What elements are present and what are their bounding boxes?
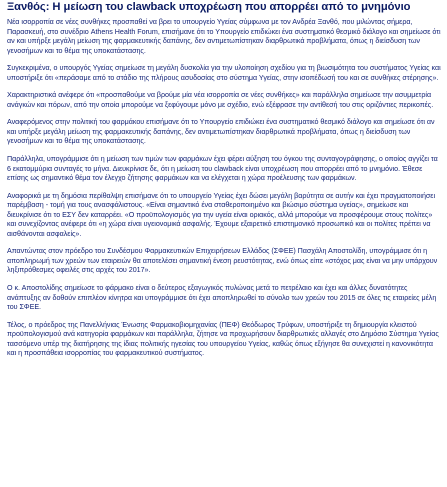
article-paragraph-8: Ο κ. Αποστολίδης σημείωσε το φάρμακο είναι ο δεύτερος εξαγωγικός πυλώνας μετά το πετρέλαιο και έχει και άλλες δυνατότητες ανάπτυξης αν δοθούν επιπλέον κίνητρα και υπογράμμισε ότι έχει αποπληρωθεί το σύνολο των χρεών του 2015 σε όλες τις εταιρείες μέλη του ΣΦΕΕ. xyxy=(7,284,437,312)
article-paragraph-9: Τέλος, ο πρόεδρος της Πανελλήνιας Ένωσης Φαρμακοβιομηχανίας (ΠΕΦ) Θεόδωρος Τρύφων, υποστήριξε τη δημιουργία κλειστού προϋπολογισμού ανά κατηγορία φαρμάκων και παράλληλα, ζήτησε να προχωρήσουν διαρθρωτικές αλλαγές στο Δημόσιο Σύστημα Υγείας τασσόμενο υπέρ της διατήρησης της ίδιας πολιτικής ηγεσίας του υπουργείου Υγείας, καθώς όπως εξήγησε θα συνεχιστεί η κανονικότητα και η προσπάθεια ισορροπίας του φαρμακευτικού συστήματος. xyxy=(7,320,439,358)
article-paragraph-3: Χαρακτηριστικά ανέφερε ότι «προσπαθούμε να βρούμε μία νέα ισορροπία σε νέες συνθήκες» και παράλληλα σημείωσε την ασυμμετρία ανάγκών και πόρων, από την οποία μπορούμε να ξεφύγουμε μόνο με σχέδιο, ενώ εξέφρασε την αντίθεσή του στις οριζόντιες περικοπές. xyxy=(7,91,434,109)
article-paragraph-1: Νέα ισορροπία σε νέες συνθήκες προσπαθεί να βρει το υπουργείο Υγείας σύμφωνα με τον Ανδρέα Ξανθό, που μιλώντας σήμερα, Παρασκευή, στο συνέδριο Athens Health Forum, επισήμανε ότι το Υπουργείο επιδιώκει ένα συστηματικό θεσμικό διάλογο και σημείωσε ότι αν και υπήρξε μεγάλη μείωση της φαρμακευτικής δαπάνης, δεν αντιμετωπίστηκαν διαρθρωτικά προβλήματα, όπως η διείσδυση των γενοσήμων και το θέμα της υποκατάστασης. xyxy=(7,18,441,55)
article-paragraph-5: Παράλληλα, υπογράμμισε ότι η μείωση των τιμών των φαρμάκων έχει φέρει αύξηση του όγκου της συνταγογράφησης, ο οποίος αγγίζει τα 6 εκατομμύρια συνταγές το μήνα. Διευκρίνισε δε, ότι η μείωση του clawback είναι υποχρέωση που απορρέει από το μνημόνιο. Έθεσε επίσης ως σημαντικό θέμα τον έλεγχο ζήτησης φαρμάκων και να ελέγχεται η χώρα προέλευσης των φαρμάκων. xyxy=(7,155,438,183)
article-paragraph-6: Αναφορικά με τη δημόσια περίθαλψη επισήμανε ότι το υπουργείο Υγείας έχει δώσει μεγάλη βαρύτητα σε αυτήν και έχει πραγματοποιήσει παρέμβαση - τομή για τους ανασφάλιστους. «Είναι σημαντικό ένα σταθεροποιημένο και βιώσιμο σύστημα υγείας», σημείωσε και διευκρίνισε ότι το ΕΣΥ δεν καταρρέει. «Ο προϋπολογισμός για την υγεία είναι οριακός, αλλά μπορούμε να προσφέρουμε στους πολίτες» και συνεχίζοντας ανέφερε ότι «η χώρα είναι υγειονομικά ασφαλής. Έχουμε εξαιρετικό επιστημονικό προσωπικό και οι πολίτες πρέπει να αισθάνονται ασφαλείς». xyxy=(7,191,436,238)
article-paragraph-4: Αναφερόμενος στην πολιτική του φαρμάκου επισήμανε ότι το Υπουργείο επιδιώκει ένα συστηματικό θεσμικό διάλογο και σημείωσε ότι αν και υπήρξε μεγάλη μείωση της φαρμακευτικής δαπάνης, δεν αντιμετωπίστηκαν διαρθρωτικά προβλήματα, όπως η διείσδυση των γενοσήμων και το θέμα της υποκατάστασης. xyxy=(7,118,435,146)
article-paragraph-2: Συγκεκριμένα, ο υπουργός Υγείας σημείωσε τη μεγάλη δυσκολία για την υλοποίηση σχεδίου για τη βιωσιμότητα του συστήματος Υγείας και υποστήριξε ότι «περάσαμε από το στάδιο της πλήρους ασυδοσίας στο σύστημα Υγείας, στην ισοπέδωσή του και σε συνθήκες στέρησης». xyxy=(7,64,441,82)
article-title: Ξανθός: Η μείωση του clawback υποχρέωση που απορρέει από το μνημόνιο xyxy=(7,1,411,13)
article-paragraph-7: Απαντώντας στον πρόεδρο του Συνδέσμου Φαρμακευτικών Επιχειρήσεων Ελλάδος (ΣΦΕΕ) Πασχάλη Αποστολίδη, υπογράμμισε ότι η αποπληρωμή των χρεών των εταιρειών θα αποτελέσει σημαντική ένεση ρευστότητας, ενώ όπως είπε «στόχος μας είναι να μην υπάρχουν ληξιπρόθεσμες οφειλές στις αρχές του 2017». xyxy=(7,247,438,275)
